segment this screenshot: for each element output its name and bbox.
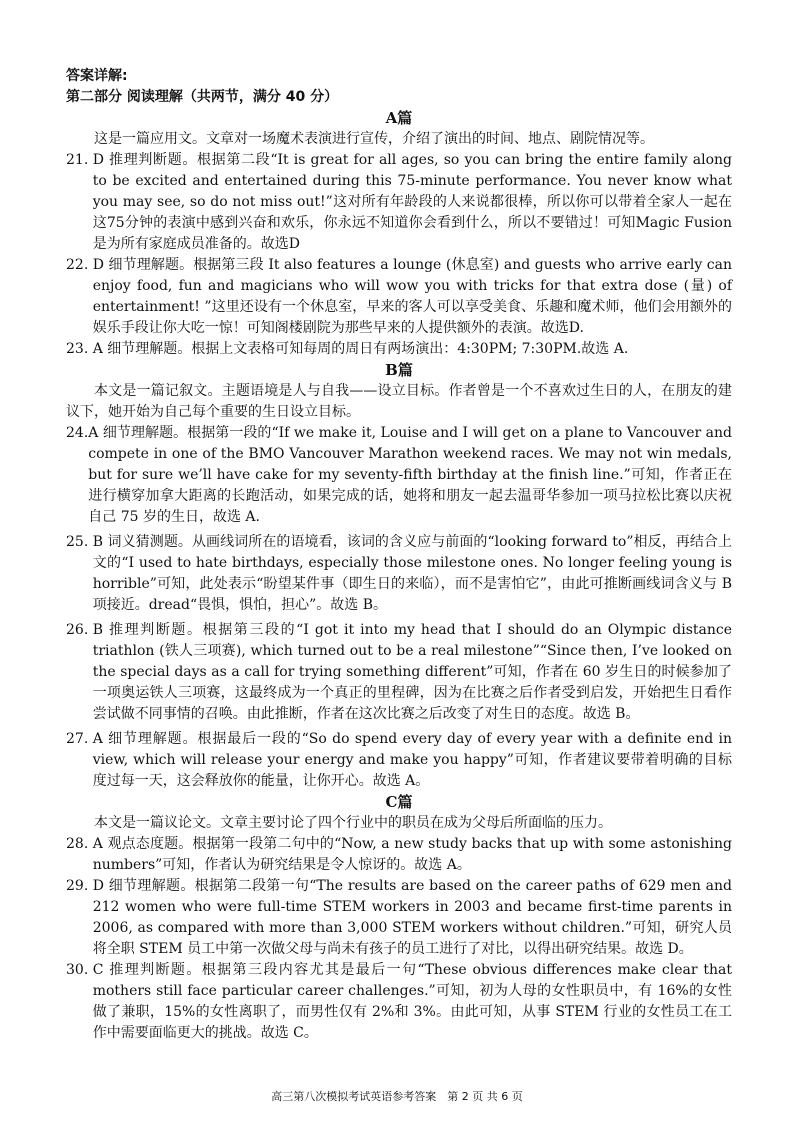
section-b-heading: B篇 — [385, 361, 413, 379]
item-text: D 细节理解题。根据第二段第一句“The results are based on the career paths of 629 men and 212 women who were full-time STEM workers in 2003 and became first-time parents in 2006, as compared with more than 3,000 STEM workers without children.”可知，研究人员将全职 STEM 员工中第一次做父母与尚未有孩子的员工进行了对比，以得出研究结果。故选 D。 — [92, 878, 732, 957]
item-text: D 推理判断题。根据第二段“It is great for all ages, so you can bring the entire family along to be excited and entertained during this 75-minute performance. You never know what you may see, so do not miss out!”这对所有年龄段的人来说都很棒，所以你可以带着全家人一起在这75分钟的表演中感到兴奋和欢乐，你永远不知道你会看到什么，所以不要错过！可知Magic Fusion是为所有家庭成员准备的。故选D — [92, 152, 732, 252]
item-text: B 推理判断题。根据第三段的“I got it into my head that I should do an Olympic distance triathlon (铁人三项赛), which turned out to be a real milestone”“Since then, I’ve looked on the special days as a call for trying something different”可知，作者在 60 岁生日的时候参加了一项奥运铁人三项赛，这最终成为一个真正的里程碑，因为在比赛之后作者受到启发，开始把生日看作尝试做不同事情的召唤。由此推断，作者在这次比赛之后改变了对生日的态度。故选 B。 — [92, 622, 732, 722]
answer-item-21 — [66, 150, 732, 255]
answer-item-29 — [66, 876, 732, 960]
item-text: A 细节理解题。根据上文表格可知每周的周日有两场演出：4:30PM; 7:30PM.故选 A. — [92, 341, 629, 357]
section-b-intro: 本文是一篇记叙文。主题语境是人与自我——设立目标。作者曾是一个不喜欢过生日的人，在朋友的建议下，她开始为自己每个重要的生日设立目标。 — [66, 383, 732, 420]
part-title: 第二部分 阅读理解（共两节，满分 40 分） — [66, 89, 339, 105]
item-number: 22. — [66, 257, 93, 273]
page-footer: 高三第八次模拟考试英语参考答案 第 2 页 共 6 页 — [271, 1090, 523, 1103]
section-c-intro: 本文是一篇议论文。文章主要讨论了四个行业中的职员在成为父母后所面临的压力。 — [94, 815, 612, 831]
answer-title: 答案详解: — [66, 68, 128, 84]
item-number: 23. — [66, 341, 93, 357]
item-text: A 观点态度题。根据第一段第二句中的“Now, a new study backs that up with some astonishing numbers”可知，作者认为研究结果是令人惊讶的。故选 A。 — [92, 836, 732, 873]
item-number: 21. — [66, 152, 93, 168]
answer-item-24 — [66, 423, 732, 528]
section-a-intro: 这是一篇应用文。文章对一场魔术表演进行宣传，介绍了演出的时间、地点、剧院情况等。 — [94, 131, 654, 147]
item-number: 26. — [66, 622, 93, 638]
item-number: 30. — [66, 962, 93, 978]
answer-page — [66, 66, 732, 1044]
section-a-heading: A篇 — [385, 109, 413, 127]
answer-item-27 — [66, 729, 732, 792]
item-number: 24. — [66, 425, 89, 441]
item-text: C 推理判断题。根据第三段内容尤其是最后一句“These obvious differences make clear that mothers still face particular career challenges.”可知，初为人母的女性职员中，有 16%的女性做了兼职，15%的女性离职了，而男性仅有 2%和 3%。由此可知，从事 STEM 行业的女性员工在工作中需要面临更大的挑战。故选 C。 — [92, 962, 732, 1041]
item-number: 27. — [66, 731, 93, 747]
item-number: 28. — [66, 836, 93, 852]
answer-item-30 — [66, 960, 732, 1044]
item-text: A 细节理解题。根据最后一段的“So do spend every day of every year with a definite end in view, which will release your energy and make you happy”可知，作者建议要带着明确的目标度过每一天，这会释放你的能量，让你开心。故选 A。 — [92, 731, 732, 789]
item-text: D 细节理解题。根据第三段 It also features a lounge (休息室) and guests who arrive early can enjoy food, fun and magicians who will wow you with tricks for that extra dose (量) of entertainment! ”这里还设有一个休息室，早来的客人可以享受美食、乐趣和魔术师，他们会用额外的娱乐手段让你大吃一惊！可知阁楼剧院为那些早来的人提供额外的表演。故选D. — [92, 257, 732, 336]
answer-item-25 — [66, 532, 732, 616]
item-text: A 细节理解题。根据第一段的“If we make it, Louise and I will get on a plane to Vancouver and compete in one of the BMO Vancouver Marathon weekend races. We may not win medals, but for sure we’ll have cake for my seventy-fifth birthday at the finish line.”可知，作者正在进行横穿加拿大距离的长跑活动，如果完成的话，她将和朋友一起去温哥华参加一项马拉松比赛以庆祝自己 75 岁的生日，故选 A. — [88, 425, 732, 525]
section-c-heading: C篇 — [385, 793, 413, 811]
item-number: 25. — [66, 534, 93, 550]
item-text: B 词义猜测题。从画线词所在的语境看，该词的含义应与前面的“looking forward to”相反，再结合上文的“I used to hate birthdays, especially those milestone ones. No longer feeling young is horrible”可知，此处表示“盼望某件事（即生日的来临），而不是害怕它”，由此可推断画线词含义与 B 项接近。dread“畏惧，惧怕，担心”。故选 B。 — [92, 534, 732, 613]
answer-item-28 — [66, 834, 732, 876]
answer-item-26 — [66, 620, 732, 725]
answer-item-23 — [66, 339, 732, 360]
answer-item-22 — [66, 255, 732, 339]
item-number: 29. — [66, 878, 93, 894]
